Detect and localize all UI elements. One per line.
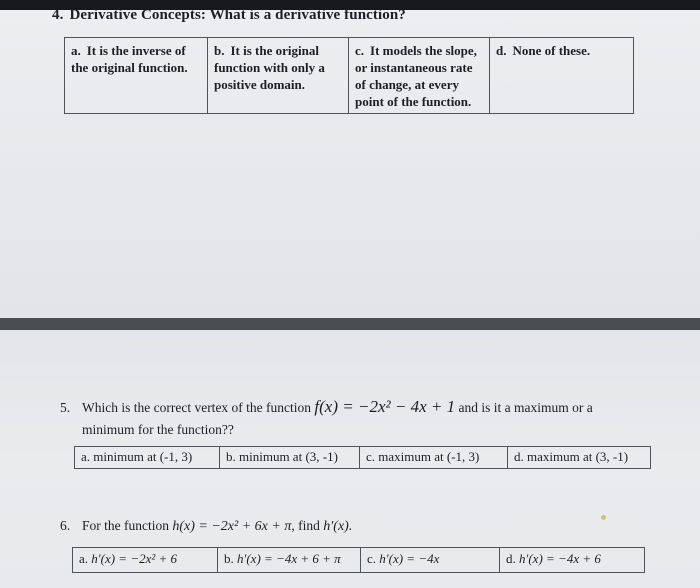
question-6-function: h(x) = −2x² + 6x + π [172, 519, 292, 534]
q4-option-b[interactable] [208, 38, 349, 114]
q6-option-a-letter: a. [79, 551, 89, 566]
q5-option-c-letter: c. [366, 449, 376, 464]
q5-option-a-letter: a. [81, 449, 91, 464]
q6-option-c-letter: c. [367, 551, 377, 566]
question-4-number: 4. [52, 7, 64, 23]
q4-option-c-letter: c. [355, 43, 365, 58]
q6-option-c[interactable] [361, 548, 500, 573]
question-6 [60, 516, 352, 537]
question-5-text-after: and is it a maximum or a [458, 400, 593, 415]
q6-option-a[interactable] [73, 548, 218, 573]
q6-option-d-text: h′(x) = −4x + 6 [519, 551, 601, 566]
q4-option-b-text: It is the original function with only a positive domain. [214, 43, 325, 92]
q5-option-c[interactable] [360, 447, 508, 469]
question-5 [60, 396, 660, 441]
q4-option-c-text: It models the slope, or instantaneous rate of change, at every point of the function. [355, 43, 477, 109]
question-5-function: f(x) = −2x² − 4x + 1 [314, 397, 456, 416]
q4-option-c[interactable] [349, 38, 490, 114]
q5-option-b[interactable] [220, 447, 360, 469]
q4-option-a-text: It is the inverse of the original function. [71, 43, 188, 75]
question-5-text-line2: minimum for the function?? [82, 422, 234, 437]
q6-option-b[interactable] [218, 548, 361, 573]
q6-option-a-text: h′(x) = −2x² + 6 [91, 551, 178, 566]
paper-speck [601, 515, 606, 520]
q5-option-b-letter: b. [226, 449, 236, 464]
q4-option-a[interactable] [65, 38, 208, 114]
q6-option-c-text: h′(x) = −4x [379, 551, 440, 566]
q5-option-d[interactable] [508, 447, 651, 469]
q5-option-c-text: maximum at (-1, 3) [378, 449, 480, 464]
q4-option-d-text: None of these. [512, 43, 591, 58]
q4-option-b-letter: b. [214, 43, 225, 58]
question-4-choices [64, 37, 634, 114]
question-5-number: 5. [60, 400, 71, 415]
question-6-target: h′(x). [323, 519, 353, 534]
question-6-text-mid: , find [291, 518, 320, 533]
q4-option-a-letter: a. [71, 43, 81, 58]
q4-option-d-letter: d. [496, 43, 507, 58]
question-6-number: 6. [60, 518, 71, 533]
q6-option-d-letter: d. [506, 551, 516, 566]
q6-option-d[interactable] [500, 548, 645, 573]
q5-option-a-text: minimum at (-1, 3) [93, 449, 193, 464]
question-5-text: Which is the correct vertex of the function [82, 400, 312, 415]
q4-option-d[interactable] [490, 38, 634, 114]
question-6-text: For the function [82, 518, 169, 533]
q5-option-a[interactable] [75, 447, 220, 469]
question-4-text: Derivative Concepts: What is a derivative function? [69, 7, 406, 23]
question-4-title [52, 7, 406, 24]
q5-option-d-letter: d. [514, 449, 524, 464]
q5-option-b-text: minimum at (3, -1) [239, 449, 338, 464]
question-6-choices [72, 547, 645, 573]
q6-option-b-text: h′(x) = −4x + 6 + π [237, 551, 341, 566]
q5-option-d-text: maximum at (3, -1) [527, 449, 629, 464]
q6-option-b-letter: b. [224, 551, 234, 566]
question-5-choices [74, 446, 651, 469]
